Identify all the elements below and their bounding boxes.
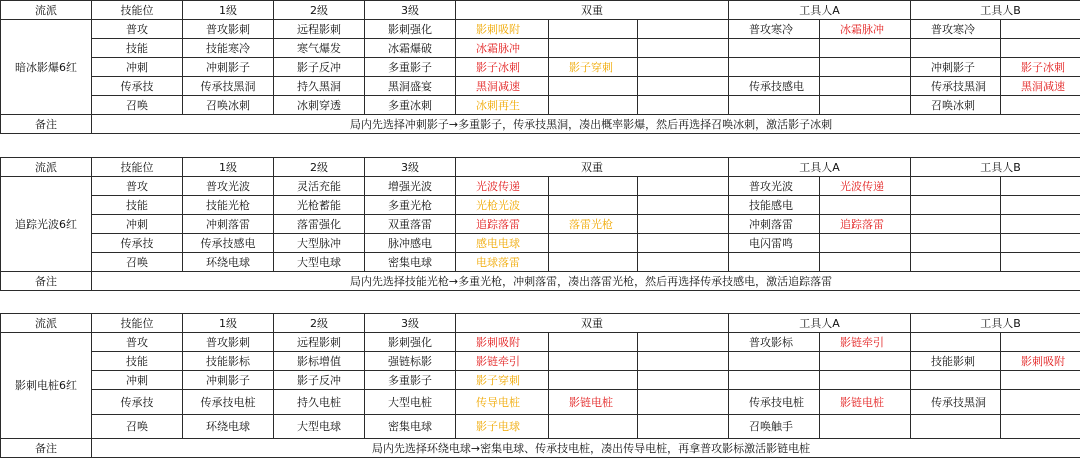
double-cell-3 (638, 77, 729, 96)
double-cell-1: 黑洞减速 (456, 77, 549, 96)
table-row (1, 371, 1080, 390)
skill-slot: 技能 (92, 196, 183, 215)
double-cell-3 (638, 371, 729, 390)
double-cell-3 (638, 234, 729, 253)
level-1-cell: 传承技电桩 (183, 390, 274, 415)
header-tool-b: 工具人B (911, 314, 1080, 333)
double-cell-3 (638, 215, 729, 234)
header-genre: 流派 (1, 1, 92, 20)
level-3-cell: 冰霜爆破 (365, 39, 456, 58)
double-cell-2 (549, 415, 638, 439)
table-row (1, 333, 1080, 352)
tool-b-double (1001, 20, 1080, 39)
header-level-2: 2级 (274, 314, 365, 333)
header-skill-slot: 技能位 (92, 1, 183, 20)
table-row (1, 58, 1080, 77)
double-cell-2 (549, 333, 638, 352)
level-3-cell: 强链标影 (365, 352, 456, 371)
remark-label: 备注 (1, 439, 92, 458)
tool-b-skill (911, 253, 1001, 272)
level-1-cell: 技能影标 (183, 352, 274, 371)
remark-row (1, 439, 1080, 458)
double-cell-1: 影刺吸附 (456, 20, 549, 39)
tool-b-double (1001, 371, 1080, 390)
tool-a-skill (729, 96, 820, 115)
header-row (1, 158, 1080, 177)
tool-a-double: 冰霜脉冲 (820, 20, 911, 39)
remark-text: 局内先选择环绕电球→密集电球、传承技电桩，凑出传导电桩，再拿普攻影标激活影链电桩 (92, 439, 1080, 458)
double-cell-3 (638, 253, 729, 272)
skill-slot: 传承技 (92, 390, 183, 415)
level-3-cell: 密集电球 (365, 253, 456, 272)
skill-slot: 冲刺 (92, 215, 183, 234)
double-cell-1: 影子冰刺 (456, 58, 549, 77)
tool-b-double (1001, 415, 1080, 439)
tool-a-skill: 传承技电桩 (729, 390, 820, 415)
level-3-cell: 多重影子 (365, 58, 456, 77)
header-level-3: 3级 (365, 1, 456, 20)
tool-a-double: 追踪落雷 (820, 215, 911, 234)
skill-slot: 召唤 (92, 253, 183, 272)
tool-b-skill: 冲刺影子 (911, 58, 1001, 77)
level-3-cell: 黑洞盛宴 (365, 77, 456, 96)
header-level-1: 1级 (183, 158, 274, 177)
level-1-cell: 传承技感电 (183, 234, 274, 253)
level-2-cell: 持久电桩 (274, 390, 365, 415)
tool-b-double (1001, 215, 1080, 234)
skill-slot: 冲刺 (92, 371, 183, 390)
level-1-cell: 冲刺影子 (183, 58, 274, 77)
double-cell-2 (549, 20, 638, 39)
table-row (1, 352, 1080, 371)
double-cell-2 (549, 196, 638, 215)
tool-a-double: 影链电桩 (820, 390, 911, 415)
tool-a-skill: 普攻寒冷 (729, 20, 820, 39)
remark-row (1, 115, 1080, 134)
double-cell-1: 影刺吸附 (456, 333, 549, 352)
level-2-cell: 影子反冲 (274, 371, 365, 390)
level-1-cell: 环绕电球 (183, 415, 274, 439)
tool-a-skill (729, 352, 820, 371)
header-level-2: 2级 (274, 1, 365, 20)
double-cell-3 (638, 96, 729, 115)
tool-a-skill: 电闪雷鸣 (729, 234, 820, 253)
tool-b-skill: 传承技黑洞 (911, 77, 1001, 96)
level-1-cell: 冲刺影子 (183, 371, 274, 390)
skill-slot: 普攻 (92, 177, 183, 196)
tool-a-skill: 技能感电 (729, 196, 820, 215)
header-skill-slot: 技能位 (92, 314, 183, 333)
header-tool-a: 工具人A (729, 314, 911, 333)
level-1-cell: 召唤冰刺 (183, 96, 274, 115)
header-tool-a: 工具人A (729, 158, 911, 177)
double-cell-1: 传导电桩 (456, 390, 549, 415)
level-1-cell: 技能寒冷 (183, 39, 274, 58)
level-1-cell: 普攻影刺 (183, 20, 274, 39)
tool-a-double: 光波传递 (820, 177, 911, 196)
tool-b-skill (911, 371, 1001, 390)
header-tool-b: 工具人B (911, 1, 1080, 20)
skill-slot: 普攻 (92, 333, 183, 352)
double-cell-2 (549, 253, 638, 272)
tool-b-skill (911, 234, 1001, 253)
double-cell-3 (638, 196, 729, 215)
tool-a-skill (729, 58, 820, 77)
tool-a-double (820, 39, 911, 58)
genre-name: 暗冰影爆6红 (1, 20, 92, 115)
skill-slot: 召唤 (92, 415, 183, 439)
table-row (1, 390, 1080, 415)
remark-row (1, 272, 1080, 291)
double-cell-3 (638, 20, 729, 39)
tool-b-skill: 技能影刺 (911, 352, 1001, 371)
level-3-cell: 多重冰刺 (365, 96, 456, 115)
tool-b-skill (911, 39, 1001, 58)
tool-a-skill (729, 253, 820, 272)
level-2-cell: 光枪蓄能 (274, 196, 365, 215)
header-level-1: 1级 (183, 314, 274, 333)
tool-b-double: 影刺吸附 (1001, 352, 1080, 371)
tool-b-skill (911, 215, 1001, 234)
tool-a-double (820, 58, 911, 77)
skill-slot: 普攻 (92, 20, 183, 39)
level-1-cell: 冲刺落雷 (183, 215, 274, 234)
remark-label: 备注 (1, 272, 92, 291)
double-cell-3 (638, 333, 729, 352)
table-row (1, 196, 1080, 215)
level-1-cell: 普攻光波 (183, 177, 274, 196)
level-3-cell: 脉冲感电 (365, 234, 456, 253)
skill-slot: 技能 (92, 352, 183, 371)
genre-name: 影刺电桩6红 (1, 333, 92, 439)
header-row (1, 314, 1080, 333)
level-2-cell: 冰刺穿透 (274, 96, 365, 115)
table-row (1, 234, 1080, 253)
double-cell-1: 光枪光波 (456, 196, 549, 215)
level-3-cell: 双重落雷 (365, 215, 456, 234)
level-2-cell: 大型电球 (274, 253, 365, 272)
level-2-cell: 影子反冲 (274, 58, 365, 77)
header-double: 双重 (456, 158, 729, 177)
tool-b-double (1001, 253, 1080, 272)
double-cell-1: 影链牵引 (456, 352, 549, 371)
level-3-cell: 大型电桩 (365, 390, 456, 415)
header-genre: 流派 (1, 314, 92, 333)
build-table-3 (0, 313, 1080, 458)
level-2-cell: 大型脉冲 (274, 234, 365, 253)
header-double: 双重 (456, 314, 729, 333)
table-row (1, 96, 1080, 115)
table-row (1, 39, 1080, 58)
double-cell-3 (638, 390, 729, 415)
skill-slot: 召唤 (92, 96, 183, 115)
double-cell-1: 电球落雷 (456, 253, 549, 272)
tool-a-double: 影链牵引 (820, 333, 911, 352)
tool-a-skill (729, 39, 820, 58)
double-cell-1: 光波传递 (456, 177, 549, 196)
double-cell-3 (638, 352, 729, 371)
double-cell-2: 影子穿刺 (549, 58, 638, 77)
double-cell-1: 追踪落雷 (456, 215, 549, 234)
header-level-1: 1级 (183, 1, 274, 20)
tool-b-double (1001, 177, 1080, 196)
level-1-cell: 普攻影刺 (183, 333, 274, 352)
tool-b-skill (911, 415, 1001, 439)
level-1-cell: 环绕电球 (183, 253, 274, 272)
tool-a-double (820, 196, 911, 215)
tool-a-skill: 召唤触手 (729, 415, 820, 439)
skill-slot: 传承技 (92, 234, 183, 253)
tool-a-skill: 冲刺落雷 (729, 215, 820, 234)
level-3-cell: 多重光枪 (365, 196, 456, 215)
tool-b-skill (911, 196, 1001, 215)
build-table-1 (0, 0, 1080, 134)
double-cell-2 (549, 39, 638, 58)
tool-a-double (820, 96, 911, 115)
double-cell-1: 影子电球 (456, 415, 549, 439)
table-row (1, 20, 1080, 39)
skill-slot: 冲刺 (92, 58, 183, 77)
tool-b-double (1001, 96, 1080, 115)
double-cell-2: 落雷光枪 (549, 215, 638, 234)
tool-b-double: 黑洞减速 (1001, 77, 1080, 96)
tool-a-skill (729, 371, 820, 390)
header-skill-slot: 技能位 (92, 158, 183, 177)
header-genre: 流派 (1, 158, 92, 177)
build-table-2 (0, 157, 1080, 291)
double-cell-2: 影链电桩 (549, 390, 638, 415)
level-2-cell: 落雷强化 (274, 215, 365, 234)
double-cell-2 (549, 96, 638, 115)
tool-a-double (820, 234, 911, 253)
tool-b-double (1001, 333, 1080, 352)
table-row (1, 177, 1080, 196)
skill-slot: 技能 (92, 39, 183, 58)
tool-b-skill: 普攻寒冷 (911, 20, 1001, 39)
header-level-3: 3级 (365, 314, 456, 333)
header-level-3: 3级 (365, 158, 456, 177)
tool-b-double (1001, 39, 1080, 58)
level-3-cell: 增强光波 (365, 177, 456, 196)
tool-a-skill: 普攻光波 (729, 177, 820, 196)
double-cell-3 (638, 39, 729, 58)
level-1-cell: 传承技黑洞 (183, 77, 274, 96)
table-row (1, 215, 1080, 234)
header-double: 双重 (456, 1, 729, 20)
level-2-cell: 影标增值 (274, 352, 365, 371)
table-row (1, 77, 1080, 96)
double-cell-1: 冰刺再生 (456, 96, 549, 115)
double-cell-2 (549, 177, 638, 196)
double-cell-2 (549, 77, 638, 96)
genre-name: 追踪光波6红 (1, 177, 92, 272)
double-cell-1: 影子穿刺 (456, 371, 549, 390)
level-3-cell: 多重影子 (365, 371, 456, 390)
tool-b-double (1001, 390, 1080, 415)
tool-a-double (820, 253, 911, 272)
tool-a-skill: 普攻影标 (729, 333, 820, 352)
tool-b-skill: 传承技黑洞 (911, 390, 1001, 415)
double-cell-3 (638, 177, 729, 196)
level-2-cell: 持久黑洞 (274, 77, 365, 96)
level-1-cell: 技能光枪 (183, 196, 274, 215)
header-tool-a: 工具人A (729, 1, 911, 20)
tool-a-double (820, 415, 911, 439)
level-2-cell: 寒气爆发 (274, 39, 365, 58)
double-cell-2 (549, 234, 638, 253)
header-tool-b: 工具人B (911, 158, 1080, 177)
level-3-cell: 影刺强化 (365, 20, 456, 39)
double-cell-2 (549, 371, 638, 390)
tool-b-double: 影子冰刺 (1001, 58, 1080, 77)
double-cell-3 (638, 415, 729, 439)
double-cell-2 (549, 352, 638, 371)
double-cell-1: 感电电球 (456, 234, 549, 253)
tool-a-skill: 传承技感电 (729, 77, 820, 96)
level-3-cell: 影刺强化 (365, 333, 456, 352)
tool-b-double (1001, 234, 1080, 253)
remark-text: 局内先选择冲刺影子→多重影子，传承技黑洞，凑出概率影爆，然后再选择召唤冰刺，激活影子冰刺 (92, 115, 1080, 134)
double-cell-3 (638, 58, 729, 77)
level-2-cell: 远程影刺 (274, 333, 365, 352)
level-3-cell: 密集电球 (365, 415, 456, 439)
level-2-cell: 灵活充能 (274, 177, 365, 196)
skill-slot: 传承技 (92, 77, 183, 96)
tool-a-double (820, 352, 911, 371)
remark-label: 备注 (1, 115, 92, 134)
remark-text: 局内先选择技能光枪→多重光枪，冲刺落雷，凑出落雷光枪，然后再选择传承技感电，激活追踪落雷 (92, 272, 1080, 291)
level-2-cell: 远程影刺 (274, 20, 365, 39)
tool-a-double (820, 77, 911, 96)
table-row (1, 415, 1080, 439)
header-level-2: 2级 (274, 158, 365, 177)
level-2-cell: 大型电球 (274, 415, 365, 439)
tool-b-double (1001, 196, 1080, 215)
tool-a-double (820, 371, 911, 390)
table-row (1, 253, 1080, 272)
double-cell-1: 冰霜脉冲 (456, 39, 549, 58)
header-row (1, 1, 1080, 20)
tool-b-skill (911, 333, 1001, 352)
tool-b-skill: 召唤冰刺 (911, 96, 1001, 115)
tool-b-skill (911, 177, 1001, 196)
